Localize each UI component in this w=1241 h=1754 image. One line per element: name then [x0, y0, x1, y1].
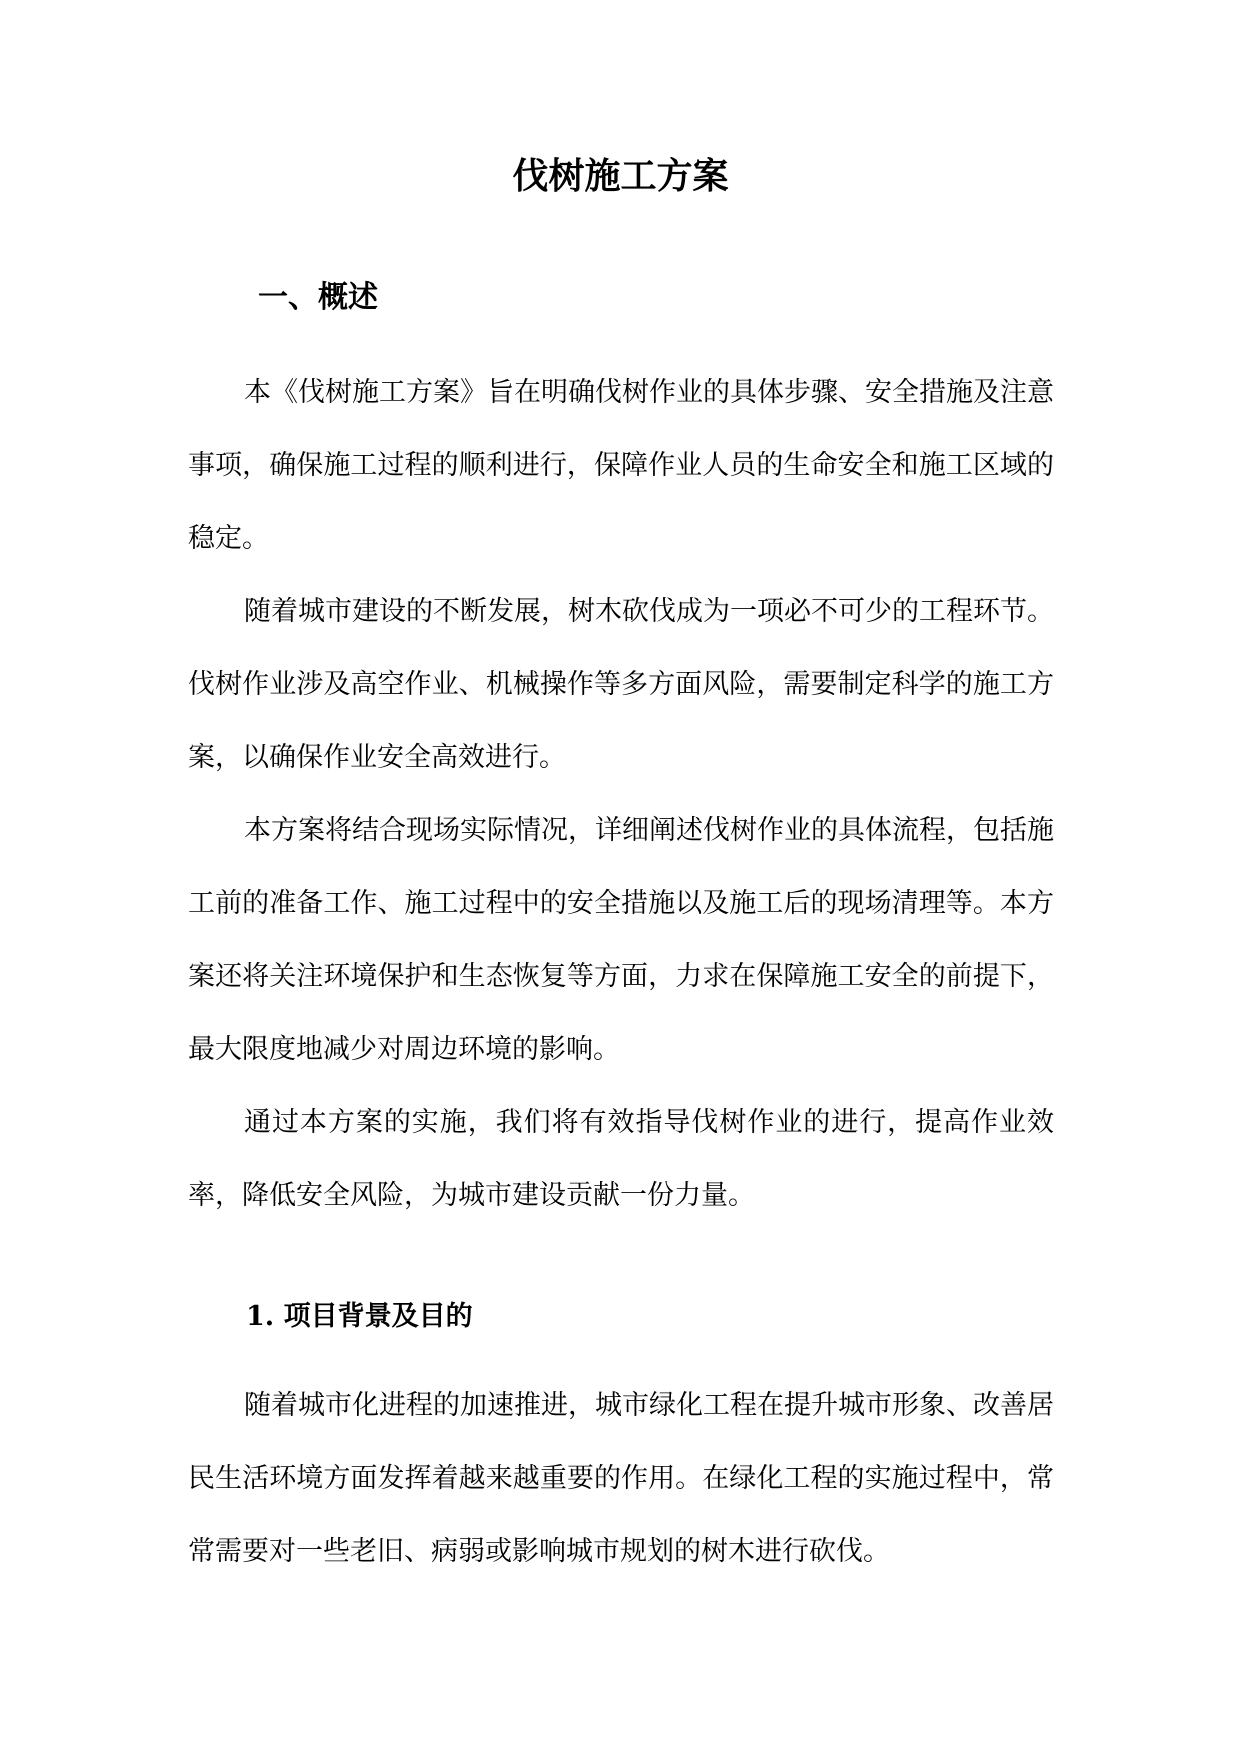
subsection-heading-background: 1. 项目背景及目的 — [246, 1301, 473, 1332]
paragraph: 通过本方案的实施，我们将有效指导伐树作业的进行，提高作业效率，降低安全风险，为城市建设贡献一份力量。 — [188, 1107, 1054, 1211]
paragraph: 随着城市建设的不断发展，树木砍伐成为一项必不可少的工程环节。伐树作业涉及高空作业、机械操作等多方面风险，需要制定科学的施工方案，以确保作业安全高效进行。 — [188, 596, 1054, 773]
paragraph: 本方案将结合现场实际情况，详细阐述伐树作业的具体流程，包括施工前的准备工作、施工过程中的安全措施以及施工后的现场清理等。本方案还将关注环境保护和生态恢复等方面，力求在保障施工安全的前提下，最大限度地减少对周边环境的影响。 — [188, 815, 1054, 1065]
document-title: 伐树施工方案 — [512, 155, 729, 197]
paragraph: 随着城市化进程的加速推进，城市绿化工程在提升城市形象、改善居民生活环境方面发挥着越来越重要的作用。在绿化工程的实施过程中，常常需要对一些老旧、病弱或影响城市规划的树木进行砍伐。 — [188, 1390, 1054, 1567]
section-heading-overview: 一、概述 — [258, 280, 378, 315]
paragraph: 本《伐树施工方案》旨在明确伐树作业的具体步骤、安全措施及注意事项，确保施工过程的顺利进行，保障作业人员的生命安全和施工区域的稳定。 — [188, 377, 1054, 554]
